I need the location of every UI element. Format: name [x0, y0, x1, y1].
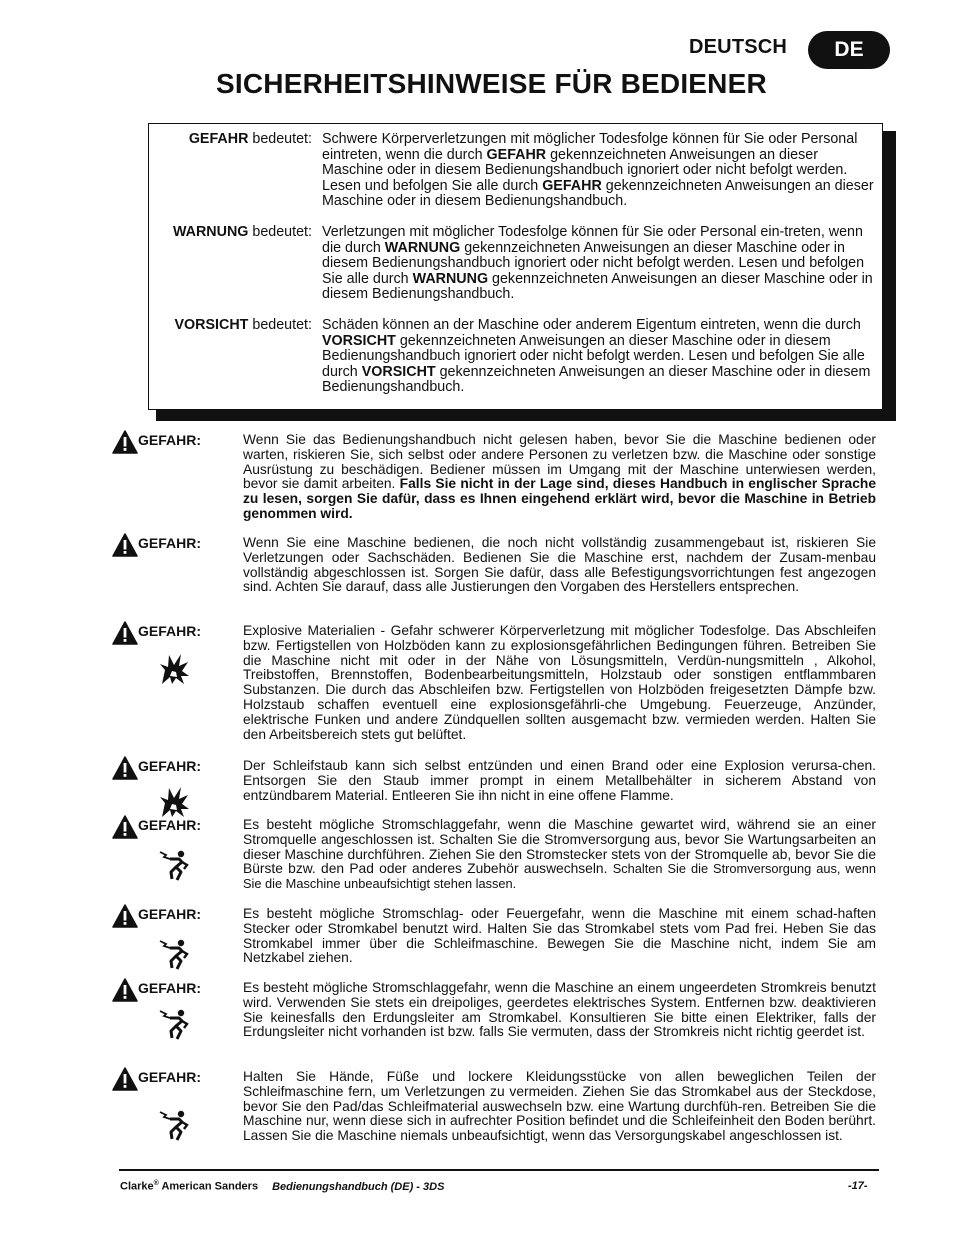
warning-text: Halten Sie Hände, Füße und lockere Kleidungsstücke von allen beweglichen Teilen der Schleifmaschine fern, um Verletzungen zu vermeiden. Ziehen Sie das Stromkabel aus der Steckdose, bevor Sie den Pad/das Schleifmaterial auswechseln bzw. eine Wartung durchfüh-ren. Betreiben Sie die Maschine nur, wenn diese sich in aufrechter Position befindet und die Schleifeinheit den Boden berührt. Lassen Sie die Maschine niemals unbeaufsichtigt, wenn das Versorgungskabel angeschlossen ist. [243, 1069, 876, 1144]
definition-term: WARNUNG bedeutet: [172, 224, 312, 240]
danger-triangle-icon [112, 815, 138, 839]
warning-text: Wenn Sie eine Maschine bedienen, die noch nicht vollständig zusammengebaut ist, riskieren Sie Verletzungen oder Sachschäden. Bedienen Sie die Maschine erst, nachdem der Zusam-menbau vollständig abgeschlossen ist. Sorgen Sie dafür, dass alle Befestigungsvorrichtungen fest angezogen sind. Achten Sie darauf, dass alle Justierungen den Vorgaben des Herstellers entsprechen. [243, 535, 876, 595]
danger-triangle-icon [112, 430, 138, 454]
footer-rule [119, 1169, 879, 1171]
warning-text: Es besteht mögliche Stromschlaggefahr, wenn die Maschine an einem ungeerdeten Stromkreis benutzt wird. Verwenden Sie stets ein dreipoliges, geerdetes elektrisches System. Entfernen bzw. deaktivieren Sie keinesfalls den Erdungsleiter am Stromkabel. Konsultieren Sie bitte einen Elektriker, falls der Erdungsleiter nicht vorhanden ist bzw. falls Sie vermuten, dass der Stromkreis nicht richtig geerdet ist. [243, 980, 876, 1040]
warning-text: Es besteht mögliche Stromschlag- oder Feuergefahr, wenn die Maschine mit einem schad-haften Stecker oder Stromkabel benutzt wird. Halten Sie das Stromkabel stets vom Pad frei. Heben Sie das Stromkabel immer über die Schleifmaschine. Bewegen Sie die Maschine nicht, indem Sie am Netzkabel ziehen. [243, 906, 876, 966]
warning-label: GEFAHR: [138, 906, 201, 922]
warning-label: GEFAHR: [138, 817, 201, 833]
danger-triangle-icon [112, 1067, 138, 1091]
language-label: DEUTSCH [689, 36, 788, 58]
definitions-box [148, 123, 883, 410]
definition-term: GEFAHR bedeutet: [188, 131, 312, 147]
definition-term: VORSICHT bedeutet: [174, 317, 312, 333]
definition-text: Verletzungen mit möglicher Todesfolge können für Sie oder Personal ein-treten, wenn die durch WARNUNG gekennzeichneten Anweisungen an dieser Maschine oder in diesem Bedienungshandbuch ignoriert oder nicht befolgt werden. Lesen und befolgen Sie alle durch WARNUNG gekennzeichneten Anweisungen an dieser Maschine oder in diesem Bedienungshandbuch. [322, 224, 873, 302]
electric-shock-icon [157, 1108, 191, 1142]
explosion-icon [157, 652, 191, 686]
warning-text: Es besteht mögliche Stromschlaggefahr, wenn die Maschine gewartet wird, während sie an einer Stromquelle angeschlossen ist. Schalten Sie die Stromversorgung aus, bevor Sie Wartungsarbeiten an dieser Maschine durchführen. Ziehen Sie den Stromstecker stets von der Stromquelle ab, bevor Sie die Bürste bzw. den Pad oder anderes Zubehör auswechseln. Schalten Sie die Stromversorgung aus, wenn Sie die Maschine unbeaufsichtigt stehen lassen. [243, 817, 876, 892]
warning-text: Wenn Sie das Bedienungshandbuch nicht gelesen haben, bevor Sie die Maschine bedienen oder warten, riskieren Sie, sich selbst oder andere Personen zu verletzen bzw. die Maschine oder sonstige Ausrüstung zu beschädigen. Bediener müssen im Umgang mit der Maschine unterwiesen werden, bevor sie damit arbeiten. Falls Sie nicht in der Lage sind, dieses Handbuch in englischer Sprache zu lesen, sorgen Sie dafür, dass es Ihnen eingehend erklärt wird, bevor die Maschine in Betrieb genommen wird. [243, 432, 876, 521]
warning-label: GEFAHR: [138, 758, 201, 774]
danger-triangle-icon [112, 756, 138, 780]
warning-label: GEFAHR: [138, 1069, 201, 1085]
danger-triangle-icon [112, 904, 138, 928]
warning-text: Explosive Materialien - Gefahr schwerer Körperverletzung mit möglicher Todesfolge. Das Abschleifen bzw. Fertigstellen von Holzböden kann zu explosionsgefährlichen Bedingungen führen. Betreiben Sie die Maschine nicht mit oder in der Nähe von Lösungsmitteln, Verdün-nungsmitteln , Alkohol, Treibstoffen, Brennstoffen, Bodenbearbeitungsmitteln, Holzstaub oder sonstigen entflammbaren Substanzen. Die durch das Abschleifen bzw. Fertigstellen von Holzböden freigesetzten Dämpfe bzw. Holzstaub schaffen eventuell eine explosionsgefährli-che Umgebung. Feuerzeuge, Anzünder, elektrische Funken und andere Zündquellen sollten ausgemacht bzw. vermieden werden. Halten Sie den Arbeitsbereich stets gut belüftet. [243, 623, 876, 742]
warning-label: GEFAHR: [138, 432, 201, 448]
definition-text: Schäden können an der Maschine oder anderem Eigentum eintreten, wenn die durch VORSICHT gekennzeichneten Anweisungen an dieser Maschine oder in diesem Bedienungshandbuch ignoriert oder nicht befolgt werden. Lesen und befolgen Sie alle durch VORSICHT gekennzeichneten Anweisungen an dieser Maschine oder in diesem Bedienungshandbuch. [322, 317, 871, 395]
page-title: SICHERHEITSHINWEISE FÜR BEDIENER [216, 68, 767, 99]
footer-imprint: Clarke® American Sanders Bedienungshandbuch (DE) - 3DS [120, 1180, 445, 1193]
danger-triangle-icon [112, 533, 138, 557]
language-badge: DE [808, 31, 890, 69]
page-number: -17- [848, 1180, 868, 1192]
definition-text: Schwere Körperverletzungen mit möglicher Todesfolge können für Sie oder Personal eintreten, wenn die durch GEFAHR gekennzeichneten Anweisungen an dieser Maschine oder in diesem Bedienungshandbuch ignoriert oder nicht befolgt werden. Lesen und befolgen Sie alle durch GEFAHR gekennzeichneten Anweisungen an dieser Maschine oder in diesem Bedienungshandbuch. [322, 131, 874, 209]
danger-triangle-icon [112, 978, 138, 1002]
warning-label: GEFAHR: [138, 535, 201, 551]
danger-triangle-icon [112, 621, 138, 645]
warning-label: GEFAHR: [138, 980, 201, 996]
warning-text: Der Schleifstaub kann sich selbst entzünden und einen Brand oder eine Explosion verursa-chen. Entsorgen Sie den Staub immer prompt in einem Metallbehälter in sicherem Abstand von entzündbarem Material. Entleeren Sie ihn nicht in eine offene Flamme. [243, 758, 876, 803]
explosion-icon [157, 785, 191, 819]
warning-label: GEFAHR: [138, 623, 201, 639]
electric-shock-icon [157, 937, 191, 971]
electric-shock-icon [157, 1007, 191, 1041]
electric-shock-icon [157, 848, 191, 882]
